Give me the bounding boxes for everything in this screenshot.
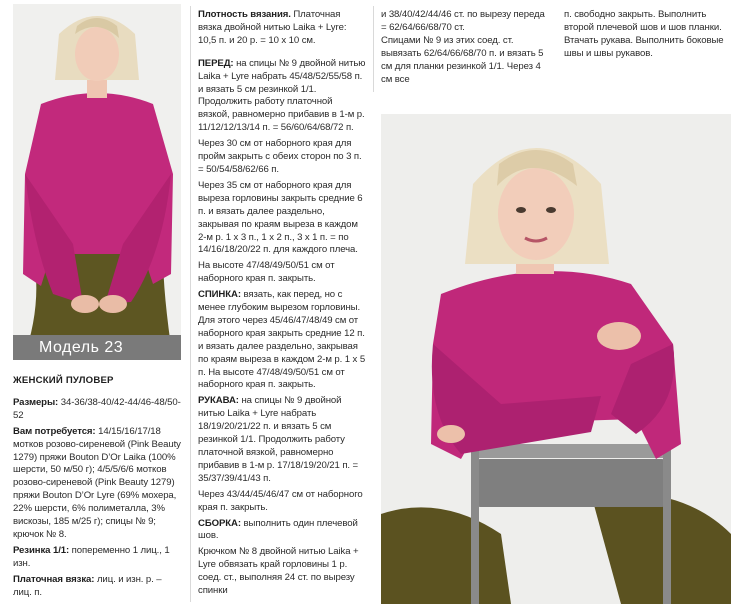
column-4: [564, 9, 726, 64]
front-paragraph-4: На высоте 47/48/49/50/51 см от наборного края п. закрыть.: [198, 260, 335, 285]
front-paragraph-3: Через 35 см от наборного края для выреза горловины закрыть средние 6 п. и вязать далее раздельно, закрывая по краям выреза в каждом 2-м р. 1 х 3 п., 1 х 2 п., 3 х 1 п. = по 14/16/18/20/22 п. для каждого плеча.: [198, 179, 363, 256]
assembly-label: СБОРКА:: [198, 517, 241, 529]
materials-text: 14/15/16/17/18 мотков розово-сиреневой (Pink Beauty 1279) пряжи Bouton D’Or Laika (100% шерсти, 50 м/50 г); 4/5/5/6/6 мотков розово-сиреневой (Pink Beauty 1279) пряжи Bouton D’Or Lyre (69% мохера, 22% шерсти, 6% полиметалла, 3% вискозы, 185 м/25 г); спицы № 9; крючок № 8.: [13, 425, 181, 540]
model-image-left: [13, 4, 181, 360]
column-divider: [373, 6, 374, 92]
materials-label: Вам потребуется:: [13, 425, 96, 437]
sleeves-label: РУКАВА:: [198, 395, 239, 407]
model-image-right: [381, 114, 731, 604]
sizes-label: Размеры:: [13, 396, 59, 408]
column-1: [13, 375, 181, 603]
garter-text: лиц. и изн. р. – лиц. п.: [13, 573, 162, 598]
assembly-paragraph-2: Крючком № 8 двойной нитью Laika + Lyre обвязать край горловины 1 р. соед. ст., выполняя 24 ст. по вырезу спинки: [198, 546, 359, 597]
back-label: СПИНКА:: [198, 289, 241, 301]
column-divider: [190, 6, 191, 602]
density-label: Плотность вязания.: [198, 9, 291, 20]
density-text: Платочная вязка двойной нитью Laika + Lyre: 10,5 п. и 20 р. = 10 х 10 см.: [198, 9, 347, 46]
rib-text: попеременно 1 лиц., 1 изн.: [13, 544, 170, 569]
model-caption: Модель 23: [13, 335, 181, 360]
rib-label: Резинка 1/1:: [13, 544, 70, 556]
front-text: на спицы № 9 двойной нитью Laika + Lyre набрать 45/48/52/55/58 п. и вязать 5 см резинкой 1/1. Продолжить работу платочной вязкой, равномерно прибавив в 1-м р. 11/12/12/13/14 п. = 56/60/64/68/72 п.: [198, 57, 366, 134]
column-4-text: п. свободно закрыть. Выполнить второй плечевой шов и шов планки. Втачать рукава. Выполнить боковые швы и швы рукавов.: [564, 9, 724, 59]
model-photo-right: [381, 114, 731, 604]
column-3-text: и 38/40/42/44/46 ст. по вырезу переда = 62/64/66/68/70 ст.: [381, 9, 545, 33]
sleeves-paragraph-2: Через 43/44/45/46/47 см от наборного края п. закрыть.: [198, 488, 363, 513]
assembly-text: выполнить один плечевой шов.: [198, 517, 358, 542]
pattern-title: ЖЕНСКИЙ ПУЛОВЕР: [13, 375, 114, 386]
garter-label: Платочная вязка:: [13, 573, 95, 585]
sizes-text: 34-36/38-40/42-44/46-48/50-52: [13, 396, 181, 421]
column-2: [198, 9, 366, 601]
column-3: [381, 9, 549, 89]
model-photo-left: [13, 4, 181, 360]
column-3-paragraph-2: Спицами № 9 из этих соед. ст. вывязать 62/64/66/68/70 п. и вязать 5 см для планки резинкой 1/1. Через 4 см все: [381, 34, 544, 85]
sleeves-text: на спицы № 9 двойной нитью Laika + Lyre набрать 18/19/20/21/22 п. и вязать 5 см резинкой 1/1. Продолжить работу платочной вязкой, равномерно прибавив в 1-м р. 17/18/19/20/21 п. = 35/37/39/41/43 п.: [198, 395, 359, 484]
back-text: вязать, как перед, но с менее глубоким вырезом горловины. Для этого через 45/46/47/48/49 см от наборного края закрыть средние 12 п. и вязать далее раздельно, закрывая по краям выреза в каждом 2-м р. 1 х 5 п. На высоте 47/48/49/50/51 см от наборного края п. закрыть.: [198, 289, 366, 391]
front-label: ПЕРЕД:: [198, 57, 234, 69]
front-paragraph-2: Через 30 см от наборного края для пройм закрыть с обеих сторон по 3 п. = 50/54/58/62/66 п.: [198, 138, 362, 175]
